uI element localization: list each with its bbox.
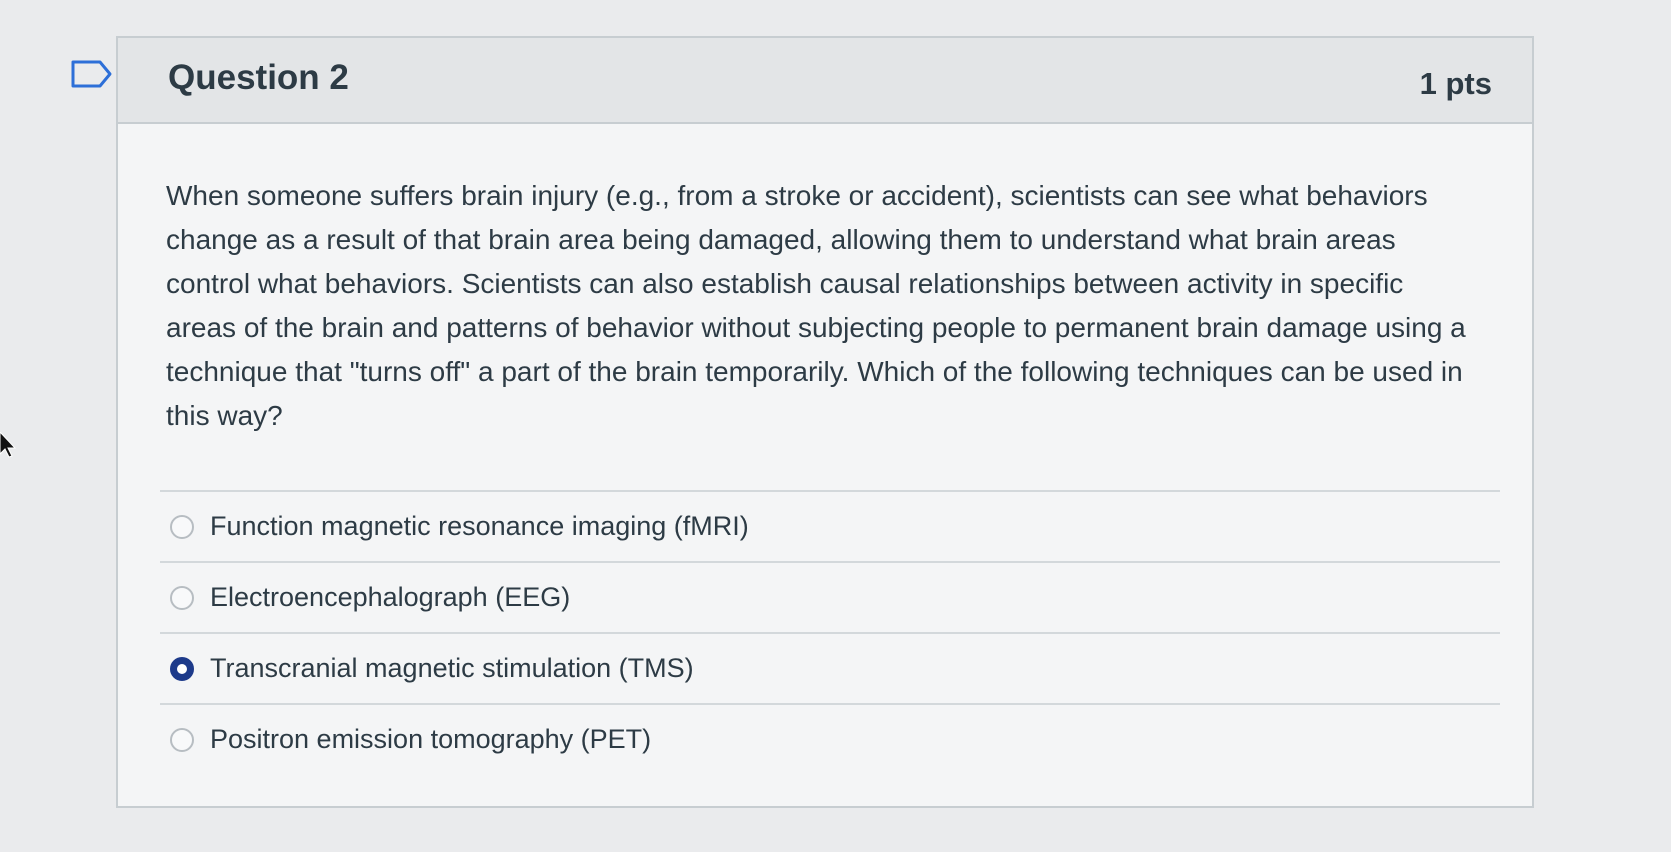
question-header bbox=[118, 38, 1532, 124]
radio-button[interactable] bbox=[170, 728, 194, 752]
answer-label: Electroencephalograph (EEG) bbox=[210, 582, 571, 612]
flag-question-icon[interactable] bbox=[70, 59, 114, 89]
answer-label: Transcranial magnetic stimulation (TMS) bbox=[210, 653, 694, 683]
question-title: Question 2 bbox=[168, 58, 349, 97]
question-points: 1 pts bbox=[1419, 66, 1492, 101]
radio-button[interactable] bbox=[170, 515, 194, 539]
question-card bbox=[116, 36, 1534, 808]
radio-button-selected[interactable] bbox=[170, 657, 194, 681]
answer-label: Positron emission tomography (PET) bbox=[210, 724, 652, 754]
answer-option-tms[interactable] bbox=[160, 632, 1500, 703]
answer-option-pet[interactable] bbox=[160, 703, 1500, 774]
answer-list bbox=[160, 490, 1500, 774]
answer-label: Function magnetic resonance imaging (fMRI) bbox=[210, 511, 749, 541]
answer-option-eeg[interactable] bbox=[160, 561, 1500, 632]
question-text: When someone suffers brain injury (e.g., from a stroke or accident), scientists can see what behaviors change as a result of that brain area being damaged, allowing them to understand what brain areas control what behaviors. Scientists can also establish causal relationships between activity in specific areas of the brain and patterns of behavior without subjecting people to permanent brain damage using a technique that "turns off" a part of the brain temporarily. Which of the following techniques can be used in this way? bbox=[166, 180, 1466, 431]
answer-option-fmri[interactable] bbox=[160, 490, 1500, 561]
radio-button[interactable] bbox=[170, 586, 194, 610]
mouse-cursor-icon bbox=[0, 432, 16, 458]
